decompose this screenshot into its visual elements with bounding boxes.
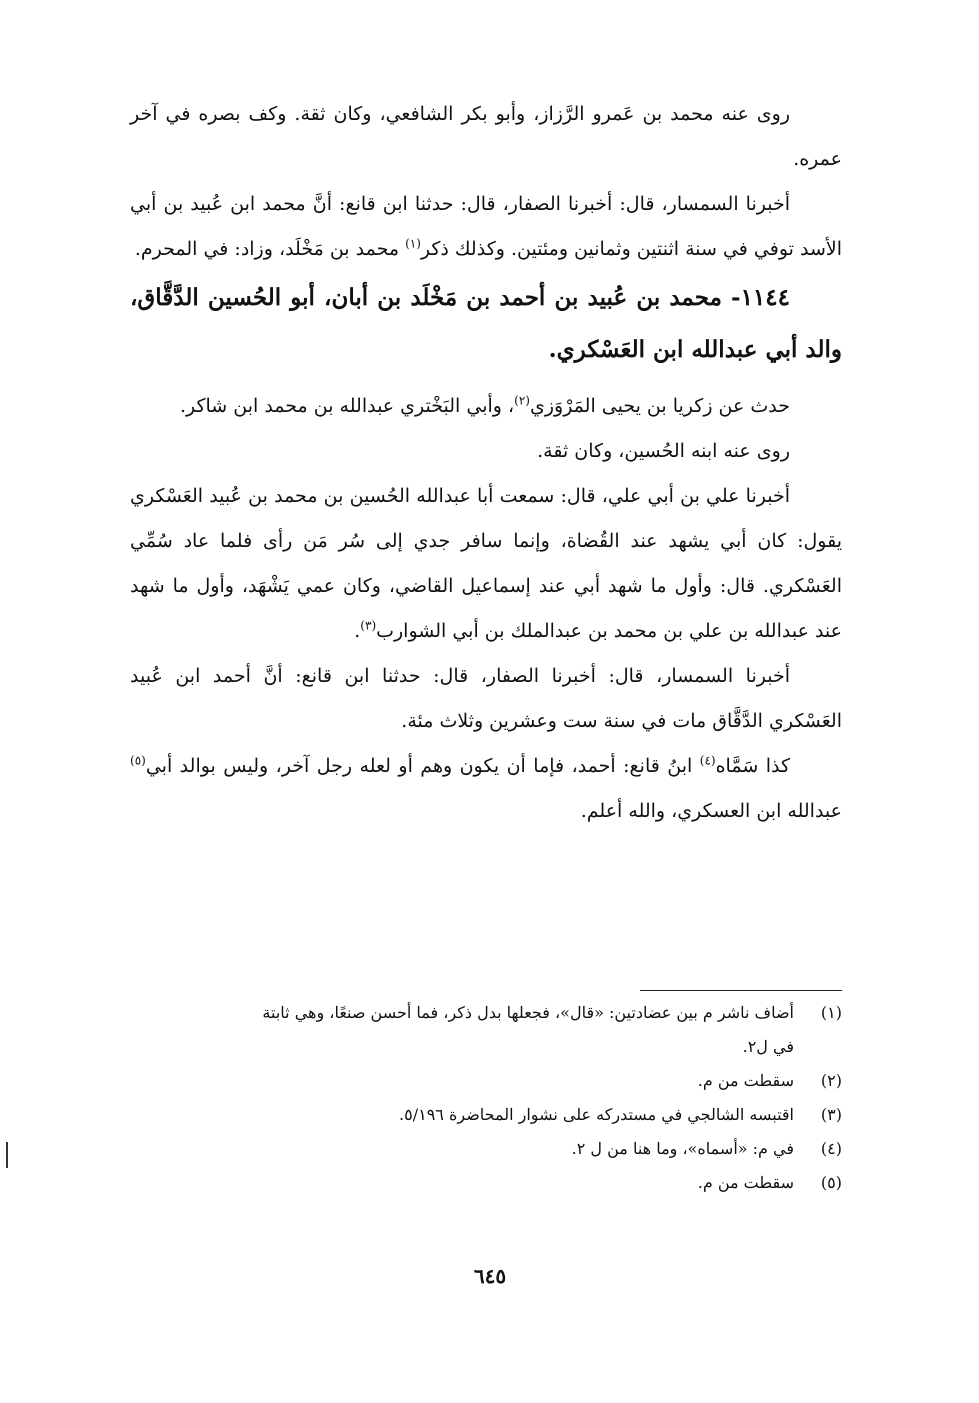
footnote-number: (٤) — [820, 1139, 842, 1158]
paragraph-ahmad-death — [130, 654, 842, 744]
paragraph-death-report — [130, 182, 842, 272]
footnote-item — [250, 1166, 842, 1200]
entry-heading: ١١٤٤- محمد بن عُبيد بن أحمد بن مَخْلَد بن أبان، أبو الحُسين الدَّقَّاق، والد أبي عبدالله ابن العَسْكري. — [130, 284, 842, 363]
footnote-text: سقطت من م. — [697, 1071, 794, 1090]
paragraph-naming-note — [130, 744, 842, 834]
paragraph-text: محمد بن مَخْلَد، وزاد: في المحرم. — [134, 238, 406, 260]
paragraph-narrators — [130, 92, 842, 182]
paragraph-son — [130, 429, 842, 474]
paragraph-text: حدث عن زكريا بن يحيى المَرْوَزي — [529, 395, 790, 417]
paragraph-text: ابنُ قانع: أحمد، فإما أن يكون وهم أو لعله رجل آخر، وليس بوالد أبي — [145, 755, 700, 777]
footnotes — [250, 996, 842, 1200]
footnote-number: (٥) — [820, 1173, 842, 1192]
paragraph-text: أخبرنا السمسار، قال: أخبرنا الصفار، قال: حدثنا ابن قانع: أنَّ أحمد ابن عُبيد العَسْكري الدَّقَّاق مات في سنة ست وعشرين وثلاث مئة. — [130, 665, 842, 732]
footnote-separator — [640, 990, 842, 991]
main-text — [130, 92, 842, 834]
footnote-number: (٢) — [820, 1071, 842, 1090]
footnote-reference-2[interactable]: (٢) — [514, 393, 530, 408]
footnote-text: سقطت من م. — [697, 1173, 794, 1192]
paragraph-transmitted — [130, 384, 842, 429]
footnote-text: اقتبسه الشالجي في مستدركه على نشوار المحاضرة ٥/١٩٦. — [399, 1105, 794, 1124]
paragraph-text: أخبرنا السمسار، قال: أخبرنا الصفار، قال: حدثنا ابن قانع: أنَّ محمد ابن عُبيد بن أبي الأسد توفي في سنة اثنتين وثمانين ومئتين. وكذلك ذكر — [130, 193, 842, 260]
footnote-reference-4[interactable]: (٤) — [699, 753, 716, 768]
footnote-text: في م: «أسماه»، وما هنا من ل ٢. — [571, 1139, 794, 1158]
paragraph-text: روى عنه ابنه الحُسين، وكان ثقة. — [537, 440, 790, 462]
footnote-item — [250, 1132, 842, 1166]
footnote-number: (١) — [820, 1003, 842, 1022]
scan-margin-mark — [6, 1142, 8, 1168]
footnote-item — [250, 1098, 842, 1132]
paragraph-text: عبدالله ابن العسكري، والله أعلم. — [580, 800, 842, 822]
footnote-reference-3[interactable]: (٣) — [360, 618, 377, 633]
paragraph-text: كذا سَمَّاه — [715, 755, 790, 777]
footnote-item — [250, 996, 842, 1064]
footnote-reference-1[interactable]: (١) — [405, 236, 421, 251]
footnote-text: أضاف ناشر م بين عضادتين: «قال»، فجعلها بدل ذكر، فما أحسن صنعًا، وهي ثابتة في ل٢. — [262, 1003, 794, 1056]
paragraph-text: ، وأبي البَخْتري عبدالله بن محمد ابن شاكر. — [179, 395, 515, 417]
footnote-item — [250, 1064, 842, 1098]
paragraph-text: أخبرنا علي بن أبي علي، قال: سمعت أبا عبدالله الحُسين بن محمد بن عُبيد العَسْكري يقول: كان أبي يشهد عند القُضاة، وإنما سافر جدي إلى سُر مَن رأى فلما عاد سُمِّي العَسْكري. قال: وأول ما شهد أبي عند إسماعيل القاضي، وكان عمي يَشْهَد، وأول ما شهد عند عبدالله بن علي بن محمد بن عبدالملك بن أبي الشوارب — [130, 485, 842, 642]
page-number: ٦٤٥ — [473, 1264, 507, 1288]
paragraph-text: . — [354, 620, 361, 642]
footnote-reference-5[interactable]: (٥) — [130, 753, 146, 768]
footnote-number: (٣) — [820, 1105, 842, 1124]
paragraph-askari-story — [130, 474, 842, 654]
paragraph-text: روى عنه محمد بن عَمرو الرَّزاز، وأبو بكر الشافعي، وكان ثقة. وكف بصره في آخر عمره. — [130, 103, 842, 170]
